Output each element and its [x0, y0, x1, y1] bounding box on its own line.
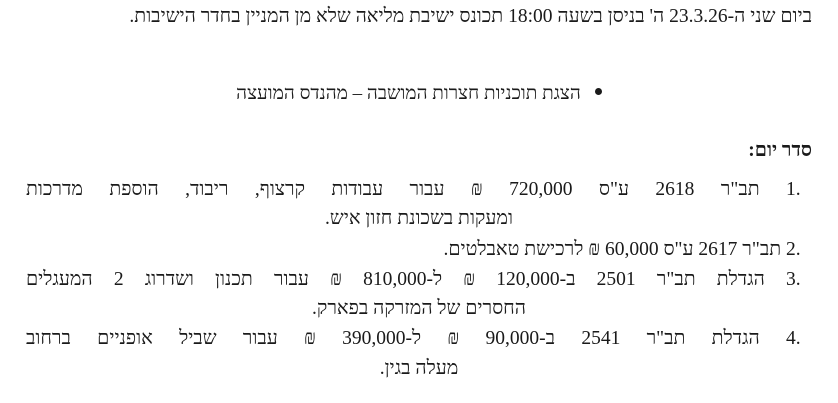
- agenda-item-number: 3 .: [786, 265, 812, 294]
- agenda-item-text: הגדלת תב"ר 2541 ב-90,000 ₪ ל-390,000 ₪ עבור שביל אופניים ברחוב: [26, 328, 760, 350]
- agenda-item-line2: ומעקות בשכונת חזון איש.: [325, 208, 513, 230]
- bullet-item-text: הצגת תוכניות חצרות המושבה – מהנדס המועצה: [236, 83, 581, 104]
- agenda-item-text: תב"ר 2618 ע"ס 720,000 ₪ עבור עבודות קרצוף, ריבוד, הוספת מדרכות: [26, 179, 760, 200]
- agenda-item-line1: [26, 235, 812, 264]
- bullet-section: [26, 80, 812, 109]
- list-item: [26, 80, 812, 109]
- agenda-item-line2: החסרים של המזרקה בפארק.: [312, 298, 526, 319]
- agenda-item-text: הגדלת תב"ר 2501 ב-120,000 ₪ ל-810,000 ₪ עבור תכנון ושדרוג 2 המעגלים: [26, 268, 765, 290]
- agenda-item-line1: [26, 265, 812, 294]
- table-row: [26, 265, 812, 324]
- agenda-item-number: 4 .: [786, 324, 812, 353]
- agenda-item-line1: [26, 175, 812, 204]
- table-row: [26, 235, 812, 264]
- agenda-item-list: [26, 175, 812, 383]
- table-row: [26, 324, 812, 383]
- bullet-dot-icon: [595, 88, 602, 95]
- agenda-item-line1: [26, 324, 812, 353]
- agenda-item-line2: מעלה בגין.: [379, 357, 459, 379]
- agenda-item-number: 2 .: [786, 235, 812, 264]
- agenda-section: [26, 175, 812, 384]
- agenda-item-text: תב"ר 2617 ע"ס 60,000 ₪ לרכישת טאבלטים.: [443, 238, 782, 260]
- agenda-heading: סדר יום:: [748, 140, 812, 161]
- bullet-list: [26, 80, 812, 109]
- table-row: [26, 175, 812, 234]
- meeting-intro-paragraph: ביום שני ה-23.3.26 ה' בניסן בשעה 18:00 תכונס ישיבת מליאה שלא מן המניין בחדר הישיבות.: [129, 6, 812, 27]
- agenda-item-number: 1 .: [786, 175, 812, 204]
